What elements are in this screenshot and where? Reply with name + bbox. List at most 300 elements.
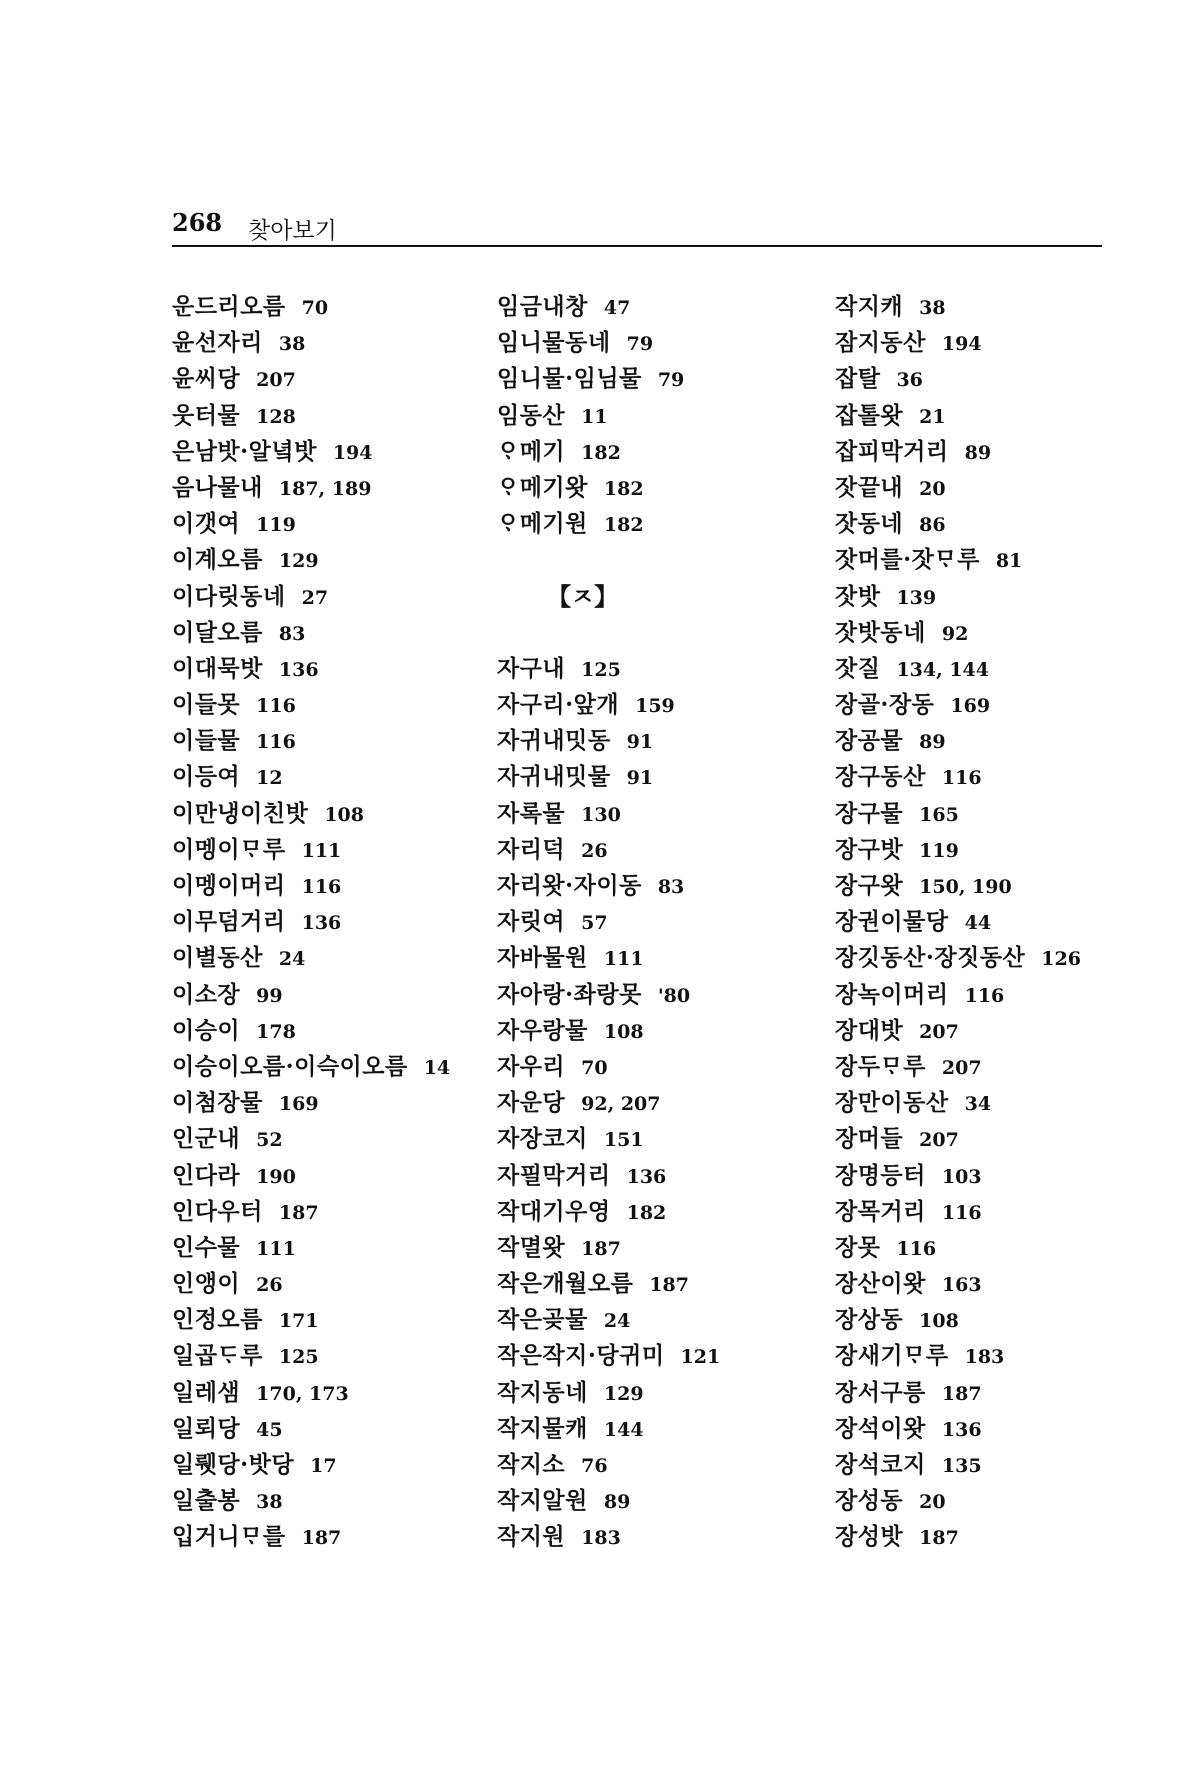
index-term: 장만이동산 [835, 1089, 949, 1117]
index-term: 이대묵밧 [172, 654, 263, 682]
index-page-numbers: 163 [941, 1274, 982, 1297]
index-term: ᄋᆞ메기 [497, 437, 566, 465]
index-page-numbers: 121 [680, 1346, 721, 1369]
index-entry [497, 1519, 720, 1555]
index-page-numbers: 207 [256, 369, 296, 392]
index-term: 이승이 [172, 1016, 241, 1044]
index-entry [172, 289, 450, 325]
index-section-heading: 【ㅈ】 [547, 581, 619, 611]
index-term: 장성밧 [835, 1523, 904, 1551]
index-term: 운드리오름 [172, 293, 286, 320]
index-page-numbers: 108 [324, 803, 364, 826]
index-entry [835, 1519, 1081, 1555]
index-term: 인다우터 [172, 1197, 263, 1225]
index-page-numbers: 89 [919, 731, 946, 754]
index-page-numbers: 47 [603, 297, 631, 319]
index-entry [497, 1375, 720, 1411]
index-page-numbers: 159 [635, 695, 675, 718]
index-page-numbers: 126 [1041, 948, 1081, 971]
index-term: ᄋᆞ메기왓 [497, 473, 588, 501]
header-rule [172, 245, 1102, 247]
index-entry [172, 470, 450, 506]
index-entry [497, 759, 720, 795]
index-term: 작지물캐 [497, 1414, 588, 1442]
index-term: 작지소 [497, 1451, 566, 1478]
index-entry [497, 796, 720, 832]
index-entry [172, 1266, 450, 1302]
index-entry [497, 904, 720, 940]
index-page-numbers: 187 [941, 1382, 982, 1405]
index-page-numbers: 17 [310, 1455, 337, 1477]
index-entry [497, 1121, 720, 1157]
index-page-numbers: 79 [657, 369, 685, 392]
index-term: 작멸왓 [497, 1233, 566, 1261]
index-term: 작은작지·당귀미 [497, 1342, 665, 1370]
index-page-numbers: 89 [603, 1491, 631, 1514]
index-term: 잠지동산 [835, 329, 926, 357]
index-entry [497, 1302, 720, 1338]
index-entry [172, 434, 450, 470]
index-page-numbers: 178 [256, 1020, 296, 1043]
index-term: 이갯여 [172, 510, 241, 538]
index-term: 자운당 [497, 1089, 566, 1117]
index-entry [835, 977, 1081, 1013]
index-entry [835, 289, 1081, 325]
index-term: 작지알원 [497, 1487, 588, 1515]
index-page-numbers: 92, 207 [581, 1093, 661, 1116]
index-term: 장공물 [835, 727, 904, 755]
index-page-numbers: 183 [964, 1346, 1005, 1369]
index-column-2 [497, 289, 720, 1556]
index-term: 장상동 [835, 1306, 904, 1334]
index-entry [835, 940, 1081, 976]
index-entry [172, 868, 450, 904]
index-page-numbers: 129 [603, 1382, 644, 1405]
index-entry [497, 325, 720, 361]
index-term: 입거니ᄆᆞ를 [172, 1523, 286, 1551]
index-entry [497, 1483, 720, 1519]
index-entry [172, 615, 450, 651]
index-entry [835, 1411, 1081, 1447]
index-entry [172, 796, 450, 832]
index-page-numbers: 79 [626, 333, 654, 356]
index-entry [835, 1121, 1081, 1157]
index-term: 인수물 [172, 1233, 241, 1261]
index-page-numbers: 136 [278, 658, 319, 681]
index-entry [835, 1158, 1081, 1194]
index-page-numbers: 24 [603, 1310, 631, 1333]
index-term: 자구내 [497, 654, 566, 682]
index-entry [835, 1266, 1081, 1302]
index-page-numbers: 12 [256, 767, 283, 790]
index-entry [497, 868, 720, 904]
index-entry [172, 1013, 450, 1049]
index-page-numbers: 169 [278, 1093, 319, 1116]
index-entry [835, 506, 1081, 542]
index-page-numbers: 194 [332, 441, 373, 464]
index-page-numbers: 116 [941, 767, 982, 790]
index-term: 인군내 [172, 1125, 241, 1153]
index-term: 이다릿동네 [172, 582, 286, 610]
index-term: 이첨장물 [172, 1089, 263, 1117]
index-term: 장구왓 [835, 872, 904, 899]
index-entry [497, 687, 720, 723]
index-entry [497, 723, 720, 759]
index-page-numbers: 187 [301, 1527, 342, 1550]
index-column-1 [172, 289, 450, 1556]
index-entry [835, 1302, 1081, 1338]
index-page-numbers: 136 [941, 1418, 982, 1441]
index-entry [497, 651, 720, 687]
index-term: 잣동네 [835, 510, 904, 538]
index-term: 장명등터 [835, 1161, 926, 1189]
index-page-numbers: 116 [964, 984, 1005, 1007]
index-entry [835, 796, 1081, 832]
index-page-numbers: 24 [278, 948, 306, 971]
index-page-numbers: 129 [278, 550, 319, 573]
index-entry [172, 1375, 450, 1411]
spacer [497, 542, 720, 578]
index-page-numbers: 26 [256, 1274, 283, 1297]
index-page-numbers: 103 [941, 1165, 982, 1188]
index-term: 임니물동네 [497, 329, 611, 357]
index-term: 임동산 [497, 401, 566, 429]
index-entry [497, 289, 720, 325]
index-term: 이멩이ᄆᆞ루 [172, 835, 286, 863]
index-term: 장구밧 [835, 835, 904, 863]
page-header [172, 206, 1102, 246]
index-entry [497, 361, 720, 397]
index-entry [835, 832, 1081, 868]
index-term: 자록물 [497, 799, 566, 827]
index-page-numbers: 187 [649, 1274, 689, 1297]
index-term: 자귀내밋동 [497, 727, 611, 755]
index-entry [497, 1085, 720, 1121]
index-entry [835, 759, 1081, 795]
index-entry [172, 904, 450, 940]
index-term: 이승이오름·이슥이오름 [172, 1052, 408, 1080]
section-title: 찾아보기 [248, 218, 337, 244]
index-page-numbers: 52 [256, 1129, 283, 1152]
index-entry [497, 506, 720, 542]
index-entry [172, 1085, 450, 1121]
index-term: 잣질 [835, 654, 881, 682]
index-page-numbers: 139 [896, 586, 937, 609]
page-number: 268 [172, 208, 223, 237]
index-page-numbers: 116 [301, 876, 342, 898]
index-page-numbers: 170, 173 [256, 1382, 349, 1405]
index-entry [172, 1302, 450, 1338]
index-entry [172, 1338, 450, 1374]
index-page-numbers: 125 [278, 1346, 319, 1369]
index-entry [835, 1194, 1081, 1230]
index-page-numbers: 169 [950, 695, 991, 718]
index-page-numbers: 187 [278, 1201, 319, 1224]
index-page-numbers: 38 [256, 1491, 283, 1514]
index-page-numbers: 194 [941, 333, 982, 356]
index-term: 자장코지 [497, 1125, 588, 1153]
index-term: 잡탈 [835, 365, 881, 393]
index-page-numbers: 116 [256, 731, 296, 754]
index-entry [835, 361, 1081, 397]
index-term: 장권이물당 [835, 908, 949, 936]
index-page-numbers: 111 [301, 839, 342, 862]
index-term: 이무덤거리 [172, 908, 286, 936]
index-page-numbers: 187 [581, 1237, 621, 1260]
index-page-numbers: 182 [603, 477, 644, 500]
index-term: 자우리 [497, 1052, 566, 1080]
index-page-numbers: 92 [941, 622, 969, 645]
index-entry [172, 1049, 450, 1085]
index-entry [497, 398, 720, 434]
index-page-numbers: 99 [256, 984, 283, 1007]
index-entry [497, 977, 720, 1013]
index-page-numbers: 119 [919, 839, 959, 862]
index-entry [497, 1230, 720, 1266]
index-term: 인앵이 [172, 1270, 241, 1298]
index-page-numbers: 108 [603, 1020, 644, 1043]
index-page-numbers: 34 [964, 1093, 992, 1116]
index-entry [172, 1230, 450, 1266]
index-page-numbers: 108 [919, 1310, 959, 1333]
index-page-numbers: 76 [581, 1455, 608, 1477]
index-entry [172, 1483, 450, 1519]
index-entry [172, 1158, 450, 1194]
index-term: 인정오름 [172, 1306, 263, 1334]
index-page-numbers: 128 [256, 405, 296, 428]
index-term: 인다라 [172, 1161, 241, 1189]
index-term: 작대기우영 [497, 1197, 611, 1225]
index-entry [835, 434, 1081, 470]
index-page-numbers: 207 [919, 1129, 959, 1152]
index-page-numbers: 26 [581, 839, 608, 862]
index-term: 잣끝내 [835, 473, 904, 501]
index-page-numbers: 116 [941, 1201, 982, 1224]
index-entry [835, 542, 1081, 578]
index-term: 장대밧 [835, 1016, 904, 1044]
index-page-numbers: 187 [919, 1527, 959, 1550]
index-page-numbers: 165 [919, 803, 959, 826]
index-term: 윤씨당 [172, 365, 241, 393]
index-page-numbers: 20 [919, 1491, 946, 1514]
index-term: 장깃동산·장짓동산 [835, 944, 1026, 972]
index-page-numbers: 171 [278, 1310, 319, 1333]
index-entry [172, 1121, 450, 1157]
index-entry [172, 325, 450, 361]
index-term: 잣머를·잣ᄆᆞ루 [835, 546, 980, 574]
index-entry [835, 398, 1081, 434]
index-entry [172, 759, 450, 795]
index-entry [172, 361, 450, 397]
index-page-numbers: 20 [919, 477, 946, 500]
index-page-numbers: 111 [603, 948, 644, 971]
index-term: 잡피막거리 [835, 437, 949, 465]
index-term: 자구리·앞개 [497, 691, 620, 719]
index-page-numbers: 38 [278, 333, 306, 356]
index-page-numbers: 81 [995, 550, 1023, 573]
index-entry [497, 1158, 720, 1194]
index-page-numbers: 207 [919, 1020, 959, 1043]
index-entry [497, 1338, 720, 1374]
index-term: 이달오름 [172, 618, 263, 646]
index-page-numbers: 111 [256, 1237, 296, 1260]
index-entry [497, 1013, 720, 1049]
index-entry [497, 1049, 720, 1085]
index-term: 장산이왓 [835, 1270, 926, 1298]
index-term: 이멩이머리 [172, 872, 286, 899]
index-term: 웃터물 [172, 401, 241, 429]
index-entry [172, 651, 450, 687]
index-term: 일출봉 [172, 1487, 241, 1515]
index-page-numbers: 91 [626, 731, 654, 754]
index-entry [172, 506, 450, 542]
index-term: 작은개월오름 [497, 1270, 634, 1298]
index-entry [835, 868, 1081, 904]
index-term: 자필막거리 [497, 1161, 611, 1189]
index-page-numbers: 144 [603, 1418, 644, 1441]
index-entry [835, 1483, 1081, 1519]
index-page-numbers: 14 [423, 1056, 451, 1079]
index-entry [172, 1194, 450, 1230]
index-entry [172, 977, 450, 1013]
index-term: 이등여 [172, 763, 241, 791]
index-page-numbers: 119 [256, 514, 296, 537]
index-term: 일뤳당·밧당 [172, 1451, 295, 1478]
index-term: 일곱ᄃᆞ루 [172, 1342, 263, 1370]
index-entry [172, 542, 450, 578]
index-term: 음나물내 [172, 473, 263, 501]
index-term: 임니물·임님물 [497, 365, 642, 393]
index-term: 작지캐 [835, 293, 904, 320]
index-entry [835, 904, 1081, 940]
index-page-numbers: 150, 190 [919, 876, 1012, 898]
index-term: 윤선자리 [172, 329, 263, 357]
index-term: 자릿여 [497, 908, 566, 936]
index-page-numbers: 38 [919, 297, 946, 319]
index-term: 임금내창 [497, 293, 588, 320]
index-term: 이만냉이친밧 [172, 799, 309, 827]
index-term: 자바물원 [497, 944, 588, 972]
index-term: 자아랑·좌랑못 [497, 980, 642, 1008]
index-entry [497, 470, 720, 506]
index-entry [172, 1447, 450, 1483]
index-entry [497, 1447, 720, 1483]
index-page-numbers: 89 [964, 441, 992, 464]
index-page-numbers: 116 [256, 695, 296, 718]
index-page-numbers: 136 [301, 912, 342, 935]
index-term: 잣밧동네 [835, 618, 926, 646]
index-term: 장못 [835, 1233, 881, 1261]
index-term: 이별동산 [172, 944, 263, 972]
index-entry [497, 940, 720, 976]
index-page-numbers: 190 [256, 1165, 296, 1188]
index-term: 이계오름 [172, 546, 263, 574]
index-term: 작지원 [497, 1523, 566, 1551]
index-entry [172, 1519, 450, 1555]
index-page-numbers: '80 [657, 984, 691, 1007]
index-entry [835, 723, 1081, 759]
index-page-numbers: 116 [896, 1237, 937, 1260]
index-term: ᄋᆞ메기원 [497, 510, 588, 538]
index-term: 이들못 [172, 691, 241, 719]
index-page-numbers: 70 [301, 297, 329, 319]
index-page-numbers: 45 [256, 1418, 283, 1441]
index-term: 자우랑물 [497, 1016, 588, 1044]
index-page-numbers: 187, 189 [278, 477, 372, 500]
index-entry [835, 1375, 1081, 1411]
index-term: 장성동 [835, 1487, 904, 1515]
index-entry [835, 579, 1081, 615]
index-page-numbers: 70 [581, 1056, 608, 1079]
index-page-numbers: 11 [581, 405, 608, 428]
index-entry [497, 434, 720, 470]
index-term: 장구물 [835, 799, 904, 827]
index-page-numbers: 207 [941, 1056, 982, 1079]
index-term: 잣밧 [835, 582, 881, 610]
index-term: 이들물 [172, 727, 241, 755]
index-term: 이소장 [172, 980, 241, 1008]
index-page-numbers: 27 [301, 586, 329, 609]
index-term: 작지동네 [497, 1378, 588, 1406]
spacer [497, 615, 720, 651]
index-term: 자리왓·자이동 [497, 872, 642, 899]
index-term: 장구동산 [835, 763, 926, 791]
index-entry [172, 1411, 450, 1447]
index-entry [835, 1049, 1081, 1085]
index-entry [172, 940, 450, 976]
index-entry [172, 398, 450, 434]
index-term: 장목거리 [835, 1197, 926, 1225]
index-page-numbers: 21 [919, 405, 946, 428]
index-page-numbers: 83 [278, 622, 306, 645]
index-page-numbers: 36 [896, 369, 923, 392]
index-entry [172, 723, 450, 759]
index-column-3 [835, 289, 1081, 1556]
index-term: 은남밧·알녘밧 [172, 437, 317, 465]
index-entry [835, 651, 1081, 687]
index-entry [835, 470, 1081, 506]
index-page-numbers: 57 [581, 912, 608, 935]
index-term: 작은곶물 [497, 1306, 588, 1334]
index-entry [835, 615, 1081, 651]
index-entry [172, 579, 450, 615]
index-page-numbers: 130 [581, 803, 621, 826]
index-page-numbers: 182 [626, 1201, 667, 1224]
index-term: 장녹이머리 [835, 980, 949, 1008]
index-term: 일레샘 [172, 1378, 241, 1406]
index-page-numbers: 135 [941, 1455, 982, 1477]
index-entry [835, 325, 1081, 361]
index-entry [835, 1338, 1081, 1374]
index-entry [172, 687, 450, 723]
index-term: 잡톨왓 [835, 401, 904, 429]
index-page-numbers: 91 [626, 767, 654, 790]
index-term: 자리덕 [497, 835, 566, 863]
index-page-numbers: 86 [919, 514, 946, 537]
index-entry [172, 832, 450, 868]
index-entry [497, 1194, 720, 1230]
index-entry [497, 832, 720, 868]
index-page-numbers: 44 [964, 912, 992, 935]
index-page-numbers: 125 [581, 658, 621, 681]
index-term: 장석이왓 [835, 1414, 926, 1442]
index-entry [835, 687, 1081, 723]
index-term: 장새기ᄆᆞ루 [835, 1342, 949, 1370]
index-entry [835, 1230, 1081, 1266]
index-page-numbers: 151 [603, 1129, 644, 1152]
index-entry [497, 1266, 720, 1302]
index-entry [835, 1013, 1081, 1049]
